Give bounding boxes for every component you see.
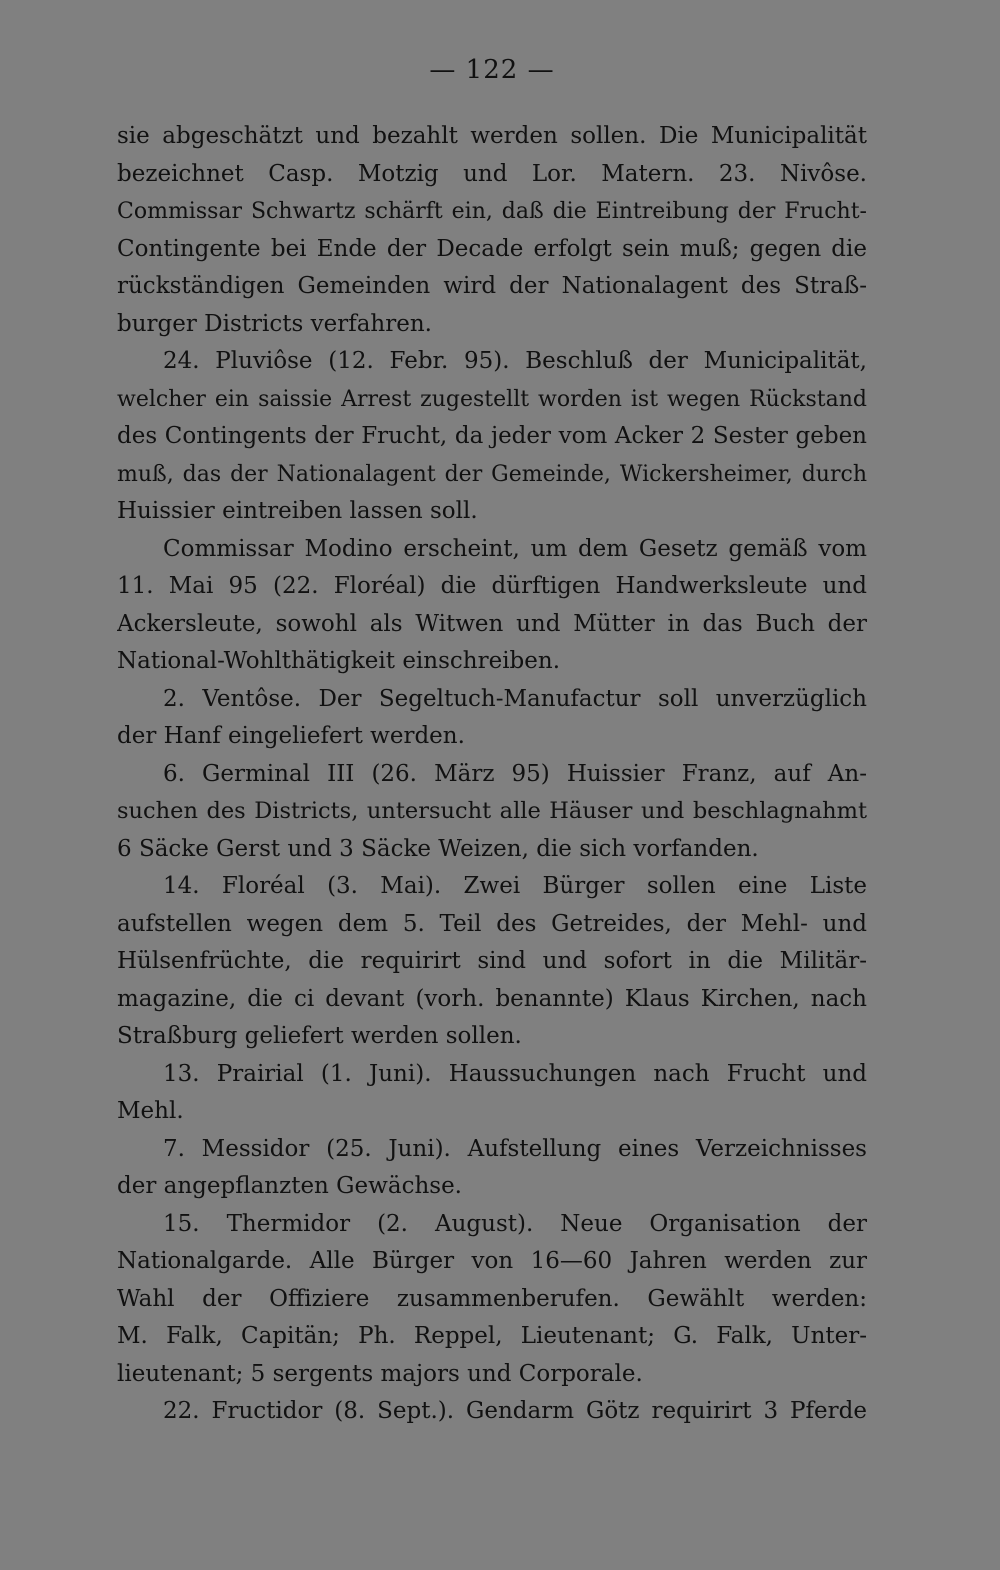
text-line: 2. Ventôse. Der Segeltuch-Manufactur soll unverzüglich [163, 685, 867, 712]
page-text [117, 118, 867, 1431]
text-line: lieutenant; 5 sergents majors und Corporale. [117, 1360, 643, 1387]
text-line: Straßburg geliefert werden sollen. [117, 1023, 522, 1049]
text-line: rückständigen Gemeinden wird der Nationalagent des Straß- [117, 273, 867, 299]
text-line: 22. Fructidor (8. Sept.). Gendarm Götz requirirt 3 Pferde [163, 1398, 867, 1424]
text-line: 6. Germinal III (26. März 95) Huissier Franz, auf An- [163, 760, 867, 787]
text-line: des Contingents der Frucht, da jeder vom Acker 2 Sester geben [117, 423, 867, 449]
text-line: aufstellen wegen dem 5. Teil des Getreides, der Mehl- und [117, 910, 867, 937]
text-line: der Hanf eingeliefert werden. [117, 723, 465, 749]
text-line: Contingente bei Ende der Decade erfolgt sein muß; gegen die [117, 235, 867, 262]
text-line: magazine, die ci devant (vorh. benannte) Klaus Kirchen, nach [117, 985, 867, 1012]
text-line: Nationalgarde. Alle Bürger von 16—60 Jahren werden zur [117, 1248, 867, 1274]
text-line: suchen des Districts, untersucht alle Häuser und beschlagnahmt [117, 798, 867, 824]
page-number: — 122 — [429, 55, 555, 85]
text-line: 14. Floréal (3. Mai). Zwei Bürger sollen eine Liste [163, 873, 867, 899]
text-line: Commissar Schwartz schärft ein, daß die Eintreibung der Frucht- [117, 199, 867, 224]
text-line: M. Falk, Capitän; Ph. Reppel, Lieutenant; G. Falk, Unter- [117, 1323, 867, 1349]
text-line: welcher ein saissie Arrest zugestellt worden ist wegen Rückstand [117, 386, 867, 412]
text-line: Huissier eintreiben lassen soll. [117, 498, 478, 524]
text-line: der angepflanzten Gewächse. [117, 1173, 462, 1199]
text-line: 6 Säcke Gerst und 3 Säcke Weizen, die sich vorfanden. [117, 835, 759, 862]
text-line: muß, das der Nationalagent der Gemeinde, Wickersheimer, durch [117, 461, 867, 487]
text-line: Mehl. [117, 1098, 184, 1124]
text-line: 15. Thermidor (2. August). Neue Organisation der [163, 1210, 867, 1237]
text-line: sie abgeschätzt und bezahlt werden sollen. Die Municipalität [117, 123, 867, 149]
text-line: Hülsenfrüchte, die requirirt sind und sofort in die Militär- [117, 948, 867, 974]
text-line: burger Districts verfahren. [117, 310, 432, 337]
text-line: Commissar Modino erscheint, um dem Gesetz gemäß vom [163, 535, 867, 562]
text-line: 11. Mai 95 (22. Floréal) die dürftigen Handwerksleute und [117, 573, 867, 599]
text-line: National-Wohlthätigkeit einschreiben. [117, 648, 561, 674]
text-line: 13. Prairial (1. Juni). Haussuchungen nach Frucht und [163, 1060, 867, 1087]
text-line: Ackersleute, sowohl als Witwen und Mütter in das Buch der [117, 610, 867, 637]
book-page [117, 52, 867, 1431]
text-line: Wahl der Offiziere zusammenberufen. Gewählt werden: [117, 1285, 867, 1312]
text-line: bezeichnet Casp. Motzig und Lor. Matern. 23. Nivôse. [117, 160, 867, 187]
text-line: 24. Pluviôse (12. Febr. 95). Beschluß der Municipalität, [163, 348, 867, 374]
text-line: 7. Messidor (25. Juni). Aufstellung eines Verzeichnisses [163, 1135, 867, 1162]
